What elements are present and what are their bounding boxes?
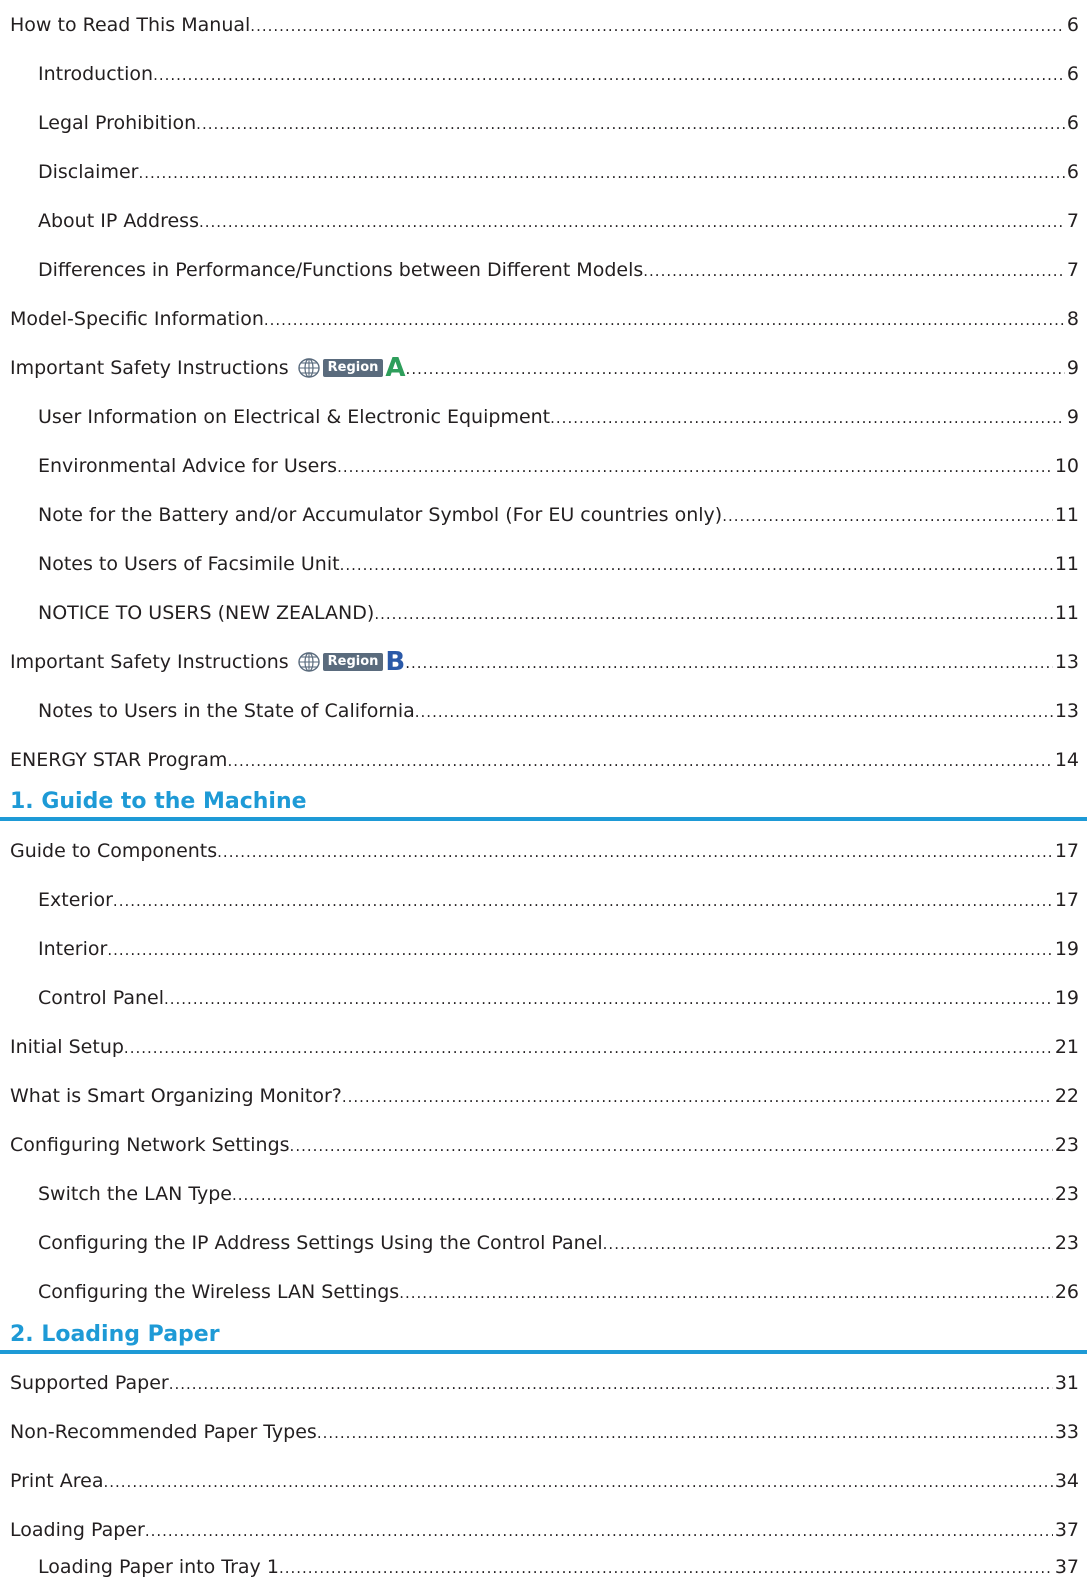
toc-entry-title: How to Read This Manual [10, 14, 251, 36]
page-number: 9 [1066, 357, 1079, 379]
globe-icon [297, 651, 321, 673]
page-number: 11 [1054, 504, 1079, 526]
toc-entry[interactable] [0, 1130, 1087, 1160]
toc-entry-title: Important Safety Instructions [10, 651, 289, 673]
dot-leader [290, 1131, 1053, 1160]
page-number: 7 [1066, 210, 1079, 232]
page-number: 6 [1066, 14, 1079, 36]
dot-leader [264, 305, 1065, 334]
dot-leader [217, 837, 1053, 866]
toc-entry-title: Control Panel [38, 987, 164, 1009]
region-letter: A [385, 353, 406, 383]
chapter-rule [0, 817, 1087, 821]
toc-subentry[interactable] [0, 206, 1087, 236]
toc-entry[interactable] [0, 1032, 1087, 1062]
page-number: 23 [1054, 1232, 1079, 1254]
dot-leader [603, 1229, 1053, 1258]
dot-leader [164, 984, 1053, 1013]
dot-leader [169, 1369, 1053, 1398]
toc-subentry[interactable] [0, 451, 1087, 481]
toc-subentry[interactable] [0, 549, 1087, 579]
toc-subentry[interactable] [0, 108, 1087, 138]
dot-leader [279, 1553, 1053, 1582]
toc-entry-title: NOTICE TO USERS (NEW ZEALAND) [38, 602, 375, 624]
dot-leader [399, 1278, 1053, 1307]
chapter-rule [0, 1350, 1087, 1354]
region-badge [297, 647, 406, 677]
toc-entry-title: Configuring the Wireless LAN Settings [38, 1281, 400, 1303]
toc-entry-title: Configuring Network Settings [10, 1134, 290, 1156]
dot-leader [643, 256, 1065, 285]
page-number: 6 [1066, 63, 1079, 85]
toc-subentry[interactable] [0, 598, 1087, 628]
page-number: 11 [1054, 602, 1079, 624]
globe-icon [297, 357, 321, 379]
dot-leader [374, 599, 1052, 628]
toc-subentry[interactable] [0, 1179, 1087, 1209]
page-number: 13 [1054, 651, 1079, 673]
page-number: 37 [1054, 1556, 1079, 1578]
toc-entry[interactable] [0, 647, 1087, 677]
page-number: 19 [1054, 987, 1079, 1009]
toc-entry[interactable] [0, 10, 1087, 40]
toc-entry-title: Switch the LAN Type [38, 1183, 232, 1205]
chapter-title: 2. Loading Paper [10, 1322, 220, 1347]
page-number: 33 [1054, 1421, 1079, 1443]
toc-entry[interactable] [0, 745, 1087, 775]
toc-entry[interactable] [0, 836, 1087, 866]
dot-leader [342, 1082, 1053, 1111]
toc-entry[interactable] [0, 1368, 1087, 1398]
toc-subentry[interactable] [0, 157, 1087, 187]
page-number: 23 [1054, 1183, 1079, 1205]
dot-leader [722, 501, 1053, 530]
page-number: 6 [1066, 112, 1079, 134]
toc-entry-title: Non-Recommended Paper Types [10, 1421, 317, 1443]
toc-entry-title: Exterior [38, 889, 113, 911]
toc-entry-title: Disclaimer [38, 161, 139, 183]
toc-entry-title: Print Area [10, 1470, 104, 1492]
dot-leader [138, 158, 1064, 187]
page-number: 17 [1054, 889, 1079, 911]
toc-entry[interactable] [0, 304, 1087, 334]
page-number: 23 [1054, 1134, 1079, 1156]
toc-entry-title: What is Smart Organizing Monitor? [10, 1085, 342, 1107]
toc-entry-title: Notes to Users of Facsimile Unit [38, 553, 340, 575]
region-letter: B [385, 647, 406, 677]
region-badge [297, 353, 406, 383]
toc-entry-title: Notes to Users in the State of California [38, 700, 415, 722]
toc-entry-title: Differences in Performance/Functions between Different Models [38, 259, 644, 281]
toc-entry[interactable] [0, 1466, 1087, 1496]
chapter-title: 1. Guide to the Machine [10, 789, 307, 814]
dot-leader [232, 1180, 1053, 1209]
dot-leader [415, 697, 1053, 726]
toc-entry-title: Configuring the IP Address Settings Using the Control Panel [38, 1232, 603, 1254]
toc-entry-title: About IP Address [38, 210, 199, 232]
toc-subentry[interactable] [0, 983, 1087, 1013]
dot-leader [227, 746, 1052, 775]
chapter-heading[interactable] [0, 785, 1087, 821]
toc-entry-title: Introduction [38, 63, 154, 85]
toc-entry-title: Interior [38, 938, 108, 960]
dot-leader [153, 60, 1065, 89]
dot-leader [550, 403, 1065, 432]
dot-leader [340, 550, 1053, 579]
dot-leader [196, 109, 1065, 138]
toc-entry[interactable] [0, 1515, 1087, 1545]
toc-subentry[interactable] [0, 1277, 1087, 1307]
dot-leader [107, 935, 1053, 964]
page-number: 7 [1066, 259, 1079, 281]
toc-subentry[interactable] [0, 1552, 1087, 1582]
toc-entry[interactable] [0, 1417, 1087, 1447]
page-number: 10 [1054, 455, 1079, 477]
toc-entry-title: Guide to Components [10, 840, 218, 862]
page-number: 22 [1054, 1085, 1079, 1107]
dot-leader [124, 1033, 1053, 1062]
page-number: 26 [1054, 1281, 1079, 1303]
page-number: 31 [1054, 1372, 1079, 1394]
toc-subentry[interactable] [0, 885, 1087, 915]
page-number: 19 [1054, 938, 1079, 960]
toc-subentry[interactable] [0, 255, 1087, 285]
dot-leader [406, 354, 1065, 383]
toc-subentry[interactable] [0, 1228, 1087, 1258]
page-number: 11 [1054, 553, 1079, 575]
dot-leader [113, 886, 1053, 915]
page-number: 21 [1054, 1036, 1079, 1058]
page-number: 13 [1054, 700, 1079, 722]
page-number: 8 [1066, 308, 1079, 330]
page-number: 37 [1054, 1519, 1079, 1541]
dot-leader [317, 1418, 1053, 1447]
page-number: 17 [1054, 840, 1079, 862]
page-number: 34 [1054, 1470, 1079, 1492]
page-number: 6 [1066, 161, 1079, 183]
toc-entry-title: ENERGY STAR Program [10, 749, 228, 771]
dot-leader [405, 648, 1053, 677]
toc-subentry[interactable] [0, 402, 1087, 432]
toc-entry-title: Note for the Battery and/or Accumulator Symbol (For EU countries only) [38, 504, 723, 526]
dot-leader [199, 207, 1065, 236]
toc-entry[interactable] [0, 1081, 1087, 1111]
toc-subentry[interactable] [0, 934, 1087, 964]
toc-entry-title: Legal Prohibition [38, 112, 197, 134]
dot-leader [337, 452, 1053, 481]
region-label: Region [323, 653, 384, 671]
toc-entry-title: Loading Paper into Tray 1 [38, 1556, 279, 1578]
toc-entry-title: Important Safety Instructions [10, 357, 289, 379]
dot-leader [145, 1516, 1053, 1545]
toc-subentry[interactable] [0, 59, 1087, 89]
toc-subentry[interactable] [0, 500, 1087, 530]
dot-leader [250, 11, 1065, 40]
region-label: Region [323, 359, 384, 377]
toc-entry-title: Initial Setup [10, 1036, 124, 1058]
toc-entry-title: Supported Paper [10, 1372, 169, 1394]
toc-subentry[interactable] [0, 696, 1087, 726]
toc-entry-title: User Information on Electrical & Electronic Equipment [38, 406, 551, 428]
toc-entry-title: Environmental Advice for Users [38, 455, 338, 477]
chapter-heading[interactable] [0, 1318, 1087, 1354]
page-number: 9 [1066, 406, 1079, 428]
toc-entry[interactable] [0, 353, 1087, 383]
toc-entry-title: Model-Specific Information [10, 308, 264, 330]
page-number: 14 [1054, 749, 1079, 771]
dot-leader [103, 1467, 1052, 1496]
toc-entry-title: Loading Paper [10, 1519, 145, 1541]
